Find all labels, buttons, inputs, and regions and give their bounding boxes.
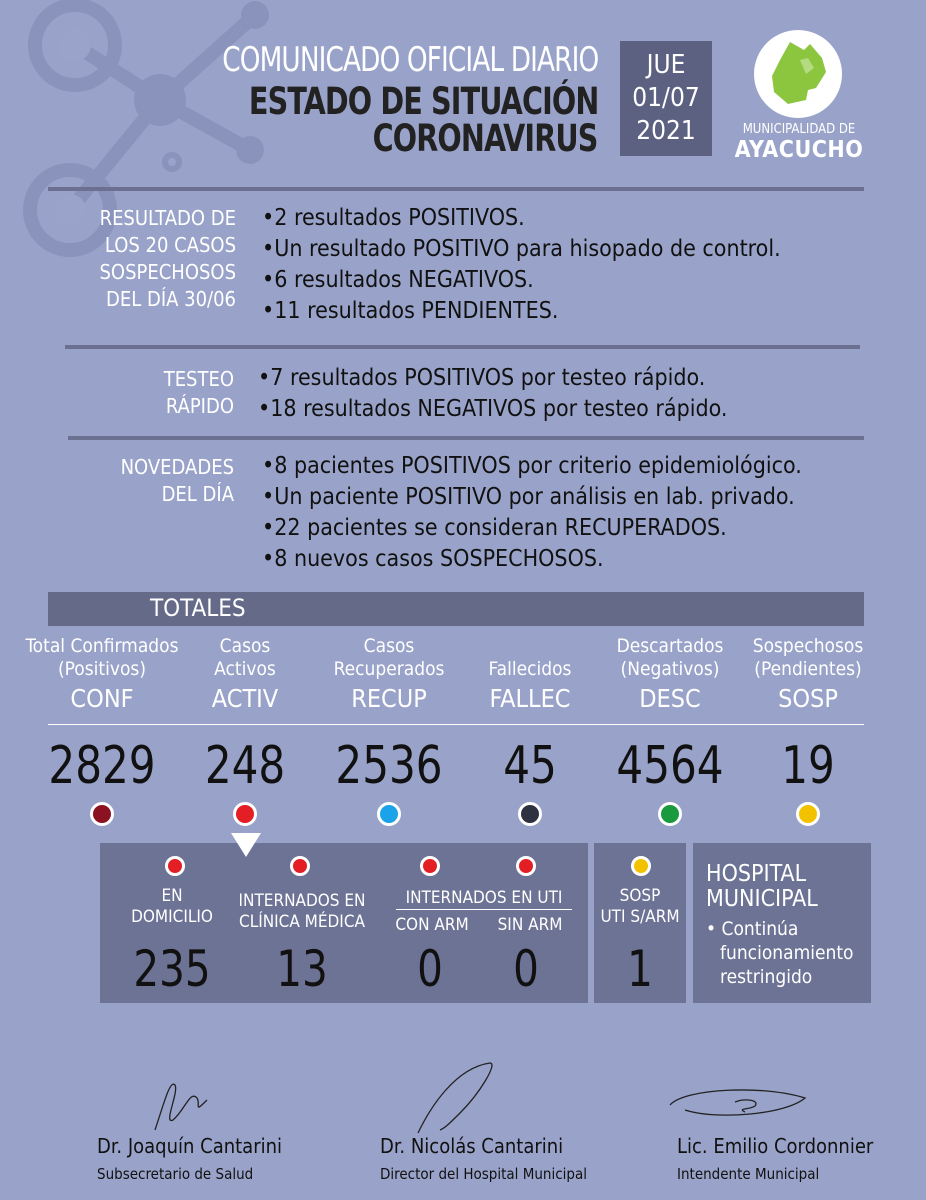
logo-text-top: MUNICIPALIDAD DE [742,122,856,137]
sosp-uti-label: SOSP UTI S/ARM [600,886,680,927]
status-dot-yellow [631,856,651,876]
logo-text-bottom: AYACUCHO [734,137,864,163]
domicilio-label: EN DOMICILIO [131,886,213,927]
total-col-header2: Activos [214,658,276,680]
total-value: 2536 [335,736,443,796]
total-col-code: FALLEC [489,684,571,713]
signature-role: Director del Hospital Municipal [380,1165,587,1183]
total-col-code: DESC [639,684,701,713]
status-dot [233,802,257,826]
list-item: • 2 resultados POSITIVOS. [262,203,781,234]
logo-circle [754,30,842,118]
sin-arm-value: 0 [513,940,539,998]
total-value: 4564 [616,736,724,796]
section-label-novedades: NOVEDADES DEL DÍA [120,455,234,506]
signature-scribble-1-icon [145,1070,215,1140]
status-dot [796,802,820,826]
divider [48,187,864,191]
domicilio-value: 235 [133,940,211,998]
resultados-list [262,203,781,327]
header-line1: COMUNICADO OFICIAL DIARIO [221,40,598,80]
signature-scribble-2-icon [410,1058,505,1138]
signature-name: Dr. Joaquín Cantarini [97,1134,282,1158]
ayacucho-map-logo-icon [754,30,842,118]
hospital-title: HOSPITAL MUNICIPAL [706,861,818,912]
pointer-triangle-icon [231,833,261,859]
list-item: • 6 resultados NEGATIVOS. [262,265,781,296]
status-dot-red [420,856,440,876]
total-value: 45 [503,736,557,796]
novedades-list [262,451,802,575]
signature-name: Dr. Nicolás Cantarini [380,1134,564,1158]
list-item: • 7 resultados POSITIVOS por testeo rápido. [258,363,727,394]
con-arm-value: 0 [417,940,443,998]
signature-scribble-3-icon [665,1080,815,1130]
status-dot-red [290,856,310,876]
list-item: • 8 pacientes POSITIVOS por criterio epidemiológico. [262,451,802,482]
date-year: 2021 [636,116,696,146]
divider [65,345,860,349]
status-dot [518,802,542,826]
total-col-code: SOSP [778,684,838,713]
header-line3: CORONAVIRUS [373,117,598,160]
total-col-header2: (Negativos) [620,658,720,680]
status-dot [377,802,401,826]
section-label-testeo: TESTEO RÁPIDO [163,367,234,418]
total-value: 19 [781,736,835,796]
clinica-value: 13 [276,940,328,998]
list-item: • Un resultado POSITIVO para hisopado de control. [262,234,781,265]
con-arm-label: CON ARM [395,915,469,935]
list-item: • Un paciente POSITIVO por análisis en lab. privado. [262,482,802,513]
total-col-header2: (Positivos) [57,658,146,680]
status-dot [658,802,682,826]
hospital-note: • Continúa funcionamiento restringido [706,918,854,988]
status-dot-red [516,856,536,876]
total-col-header2: Recuperados [333,658,445,680]
total-col-header1: Sospechosos [752,635,864,657]
totales-title: TOTALES [150,594,246,622]
list-item: • 22 pacientes se consideran RECUPERADOS. [262,513,802,544]
total-col-header1: Total Confirmados [25,635,179,657]
header-line2: ESTADO DE SITUACIÓN [248,80,598,123]
date-day: JUE [646,50,686,80]
total-value: 2829 [48,736,156,796]
signature-role: Intendente Municipal [677,1165,820,1183]
totals-divider [48,724,864,725]
list-item: • 8 nuevos casos SOSPECHOSOS. [262,544,802,575]
status-dot-red [165,856,185,876]
total-col-code: ACTIV [211,684,279,713]
date-box [620,41,712,156]
total-col-header2: (Pendientes) [754,658,862,680]
list-item: • 11 resultados PENDIENTES. [262,296,781,327]
clinica-label: INTERNADOS EN CLÍNICA MÉDICA [238,891,366,932]
testeo-list [258,363,727,425]
uti-divider [396,909,572,910]
date-date: 01/07 [632,83,700,113]
list-item: • 18 resultados NEGATIVOS por testeo rápido. [258,394,727,425]
total-col-code: RECUP [351,684,427,713]
signature-role: Subsecretario de Salud [97,1165,254,1183]
sin-arm-label: SIN ARM [497,915,563,935]
total-col-header1: Casos [219,635,271,657]
total-col-header1: Casos [363,635,415,657]
total-col-header2: Fallecidos [488,658,572,680]
signature-name: Lic. Emilio Cordonnier [677,1134,874,1158]
total-col-code: CONF [70,684,134,713]
total-col-header1: Descartados [616,635,724,657]
section-label-resultados: RESULTADO DE LOS 20 CASOS SOSPECHOSOS DEL DÍA 30/06 [99,206,236,311]
status-dot [90,802,114,826]
sosp-uti-value: 1 [627,940,653,998]
divider [68,436,864,440]
uti-title: INTERNADOS EN UTI [405,888,563,908]
total-value: 248 [204,736,286,796]
